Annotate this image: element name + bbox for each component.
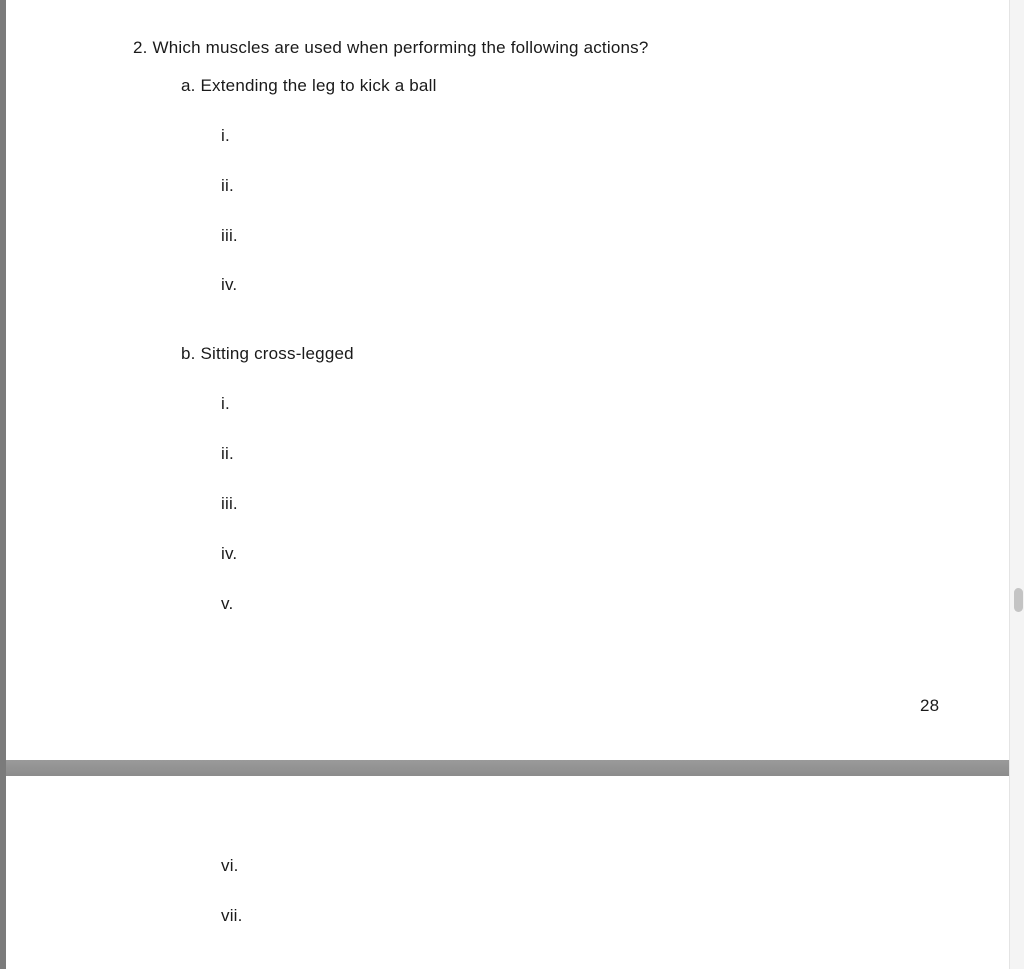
page-number: 28 bbox=[920, 696, 940, 715]
part-a-item: iv. bbox=[221, 275, 238, 294]
part-b-item: iv. bbox=[221, 544, 238, 563]
question-title: 2. Which muscles are used when performing the following actions? bbox=[133, 38, 649, 57]
part-a-item: iii. bbox=[221, 226, 238, 245]
part-a-label: a. Extending the leg to kick a ball bbox=[181, 76, 437, 95]
vertical-scrollbar[interactable] bbox=[1009, 0, 1024, 969]
part-b-item: ii. bbox=[221, 444, 234, 463]
part-b-item: i. bbox=[221, 394, 230, 413]
next-document-page bbox=[6, 776, 1010, 969]
part-b-item: vi. bbox=[221, 856, 239, 875]
part-b-item: vii. bbox=[221, 906, 243, 925]
part-a-item: ii. bbox=[221, 176, 234, 195]
scrollbar-thumb[interactable] bbox=[1014, 588, 1023, 612]
part-a-item: i. bbox=[221, 126, 230, 145]
part-b-item: v. bbox=[221, 594, 234, 613]
part-b-label: b. Sitting cross-legged bbox=[181, 344, 354, 363]
document-page bbox=[6, 0, 1010, 760]
part-b-item: iii. bbox=[221, 494, 238, 513]
page-separator bbox=[6, 760, 1010, 776]
